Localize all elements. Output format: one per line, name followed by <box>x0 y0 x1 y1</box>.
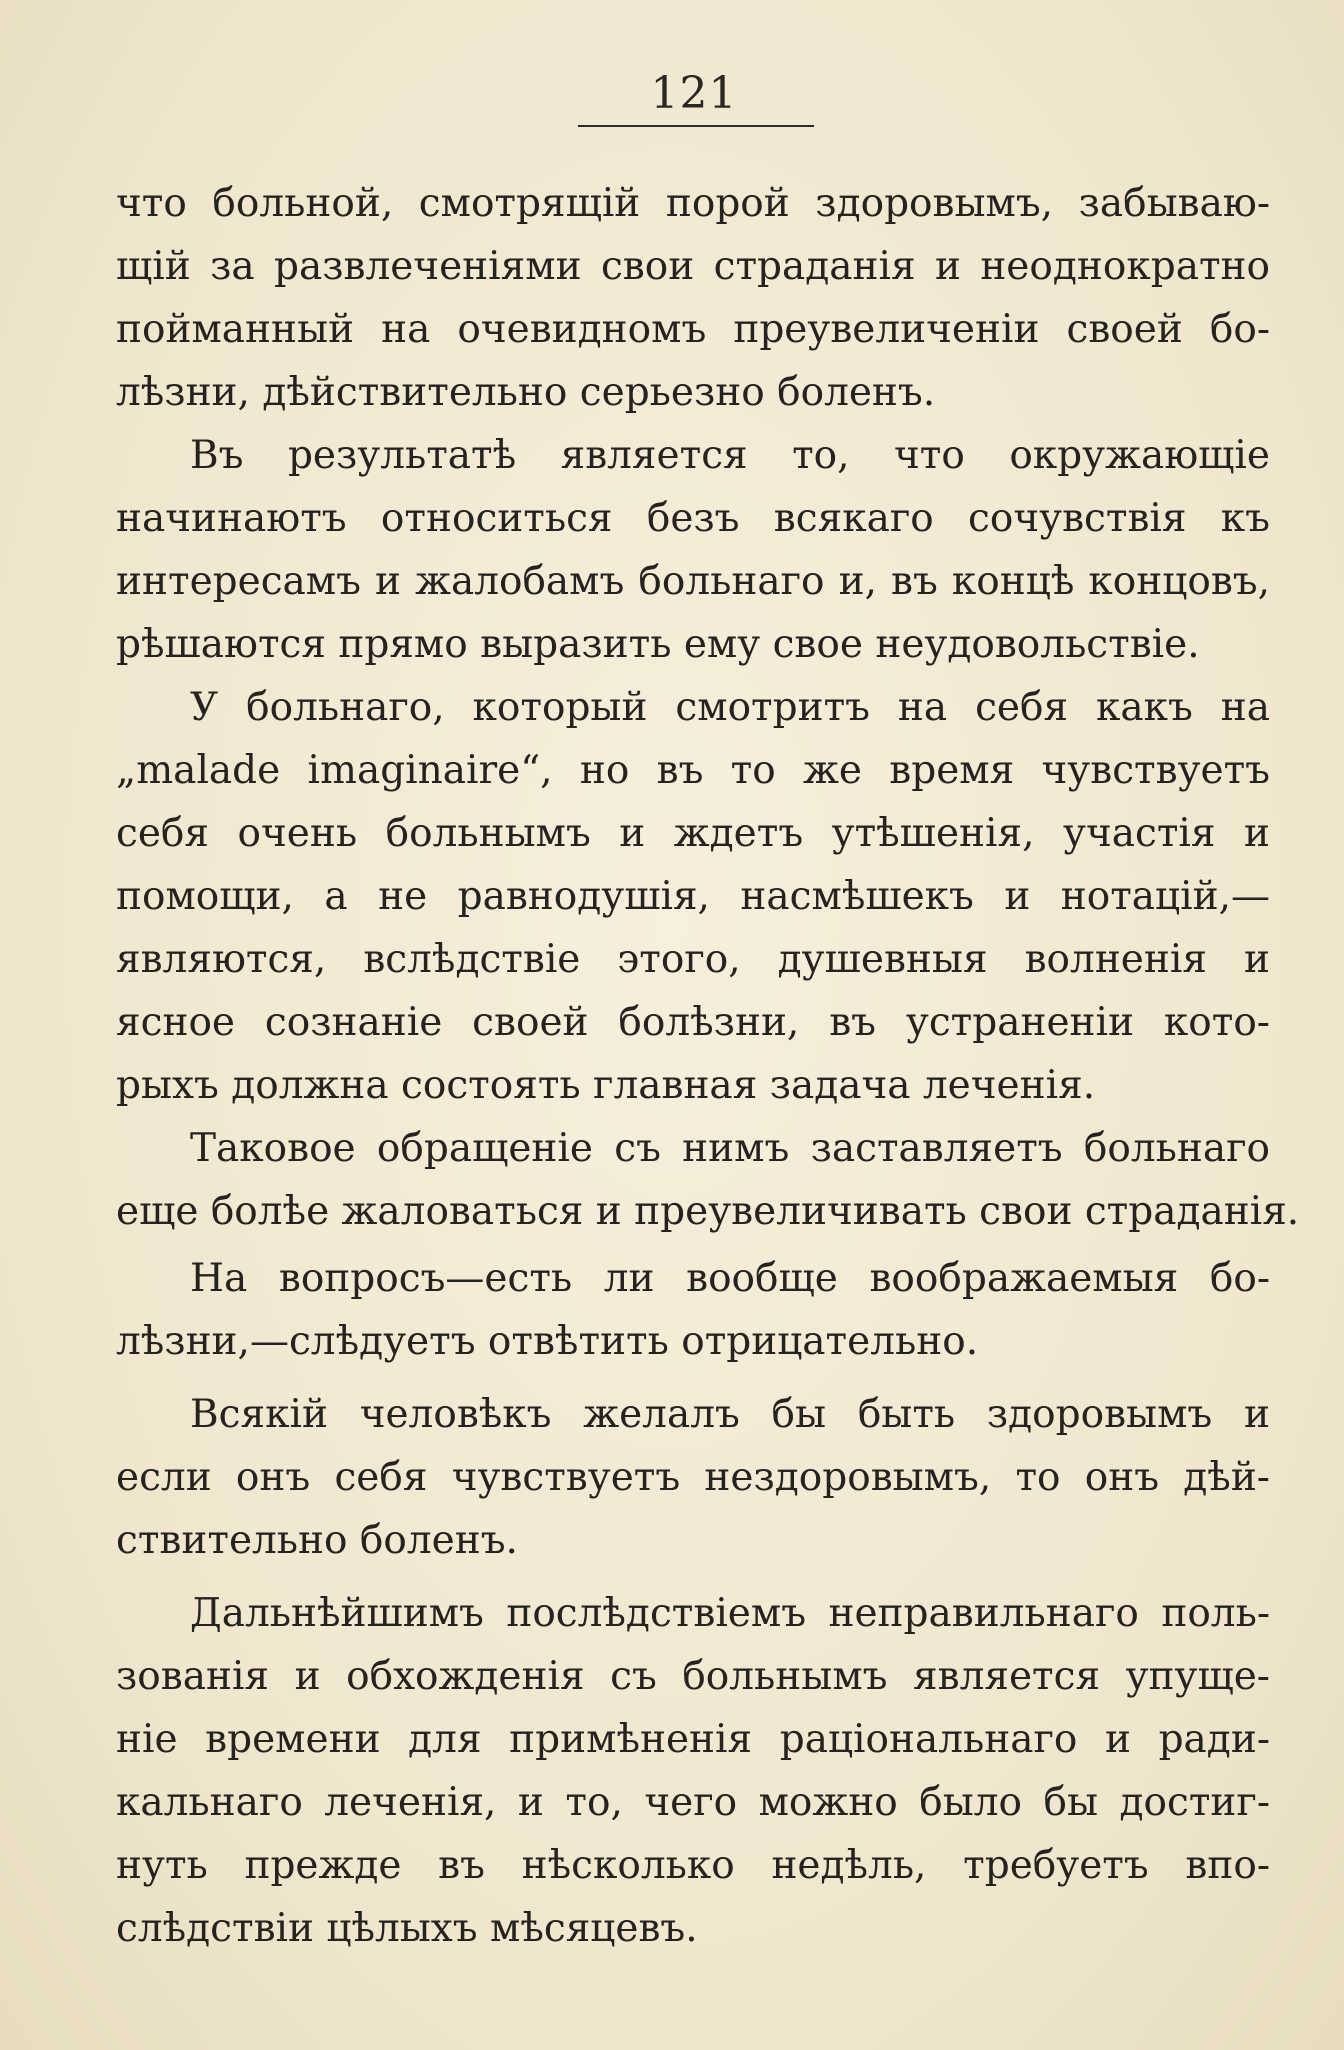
text-line: если онъ себя чувствуетъ нездоровымъ, то онъ дѣй- <box>116 1455 1270 1500</box>
text-line: еще болѣе жаловаться и преувеличивать свои страданія. <box>116 1189 1300 1234</box>
text-line: ніе времени для примѣненія раціональнаго и ради- <box>116 1717 1270 1762</box>
paragraph-gap <box>116 1373 1270 1383</box>
text-line: пойманный на очевидномъ преувеличеніи своей бо- <box>116 307 1270 352</box>
text-line: Всякій человѣкъ желалъ бы быть здоровымъ и <box>190 1392 1270 1437</box>
text-line: ясное сознаніе своей болѣзни, въ устраненіи кото- <box>116 1000 1270 1045</box>
text-line: Дальнѣйшимъ послѣдствіемъ неправильнаго поль- <box>190 1591 1270 1636</box>
text-line: рыхъ должна состоять главная задача леченія. <box>116 1063 1096 1108</box>
text-line: лѣзни, дѣйствительно серьезно боленъ. <box>116 370 936 415</box>
text-line: щій за развлеченіями свои страданія и неоднократно <box>116 244 1270 289</box>
text-line: Таковое обращеніе съ нимъ заставляетъ больнаго <box>190 1126 1270 1171</box>
text-line: Въ результатѣ является то, что окружающіе <box>190 433 1270 478</box>
text-line: зованія и обхожденія съ больнымъ является упуще- <box>116 1654 1270 1699</box>
text-line: У больнаго, который смотритъ на себя какъ на <box>190 685 1270 730</box>
body-text <box>116 172 1300 1960</box>
paragraph-gap <box>116 1572 1270 1582</box>
text-line: кальнаго леченія, и то, чего можно было бы достиг- <box>116 1780 1270 1825</box>
page-number: 121 <box>650 68 738 119</box>
text-line: интересамъ и жалобамъ больнаго и, въ концѣ концовъ, <box>116 559 1270 604</box>
text-line: слѣдствіи цѣлыхъ мѣсяцевъ. <box>116 1906 698 1951</box>
text-line: начинаютъ относиться безъ всякаго сочувствія къ <box>116 496 1270 541</box>
header-rule <box>578 125 814 127</box>
text-line: ствительно боленъ. <box>116 1518 518 1563</box>
text-line: лѣзни,—слѣдуетъ отвѣтить отрицательно. <box>116 1319 979 1364</box>
text-line: себя очень больнымъ и ждетъ утѣшенія, участія и <box>116 811 1270 856</box>
text-line: рѣшаются прямо выразить ему свое неудовольствіе. <box>116 622 1200 667</box>
text-line: „malade imaginaire“, но въ то же время чувствуетъ <box>116 748 1270 793</box>
text-line: нуть прежде въ нѣсколько недѣль, требуетъ впо- <box>116 1843 1270 1888</box>
text-line: что больной, смотрящій порой здоровымъ, забываю- <box>116 181 1270 226</box>
text-line: являются, вслѣдствіе этого, душевныя волненія и <box>116 937 1270 982</box>
text-line: помощи, а не равнодушія, насмѣшекъ и нотацій,— <box>116 874 1270 919</box>
text-line: На вопросъ—есть ли вообще воображаемыя бо- <box>190 1256 1270 1301</box>
